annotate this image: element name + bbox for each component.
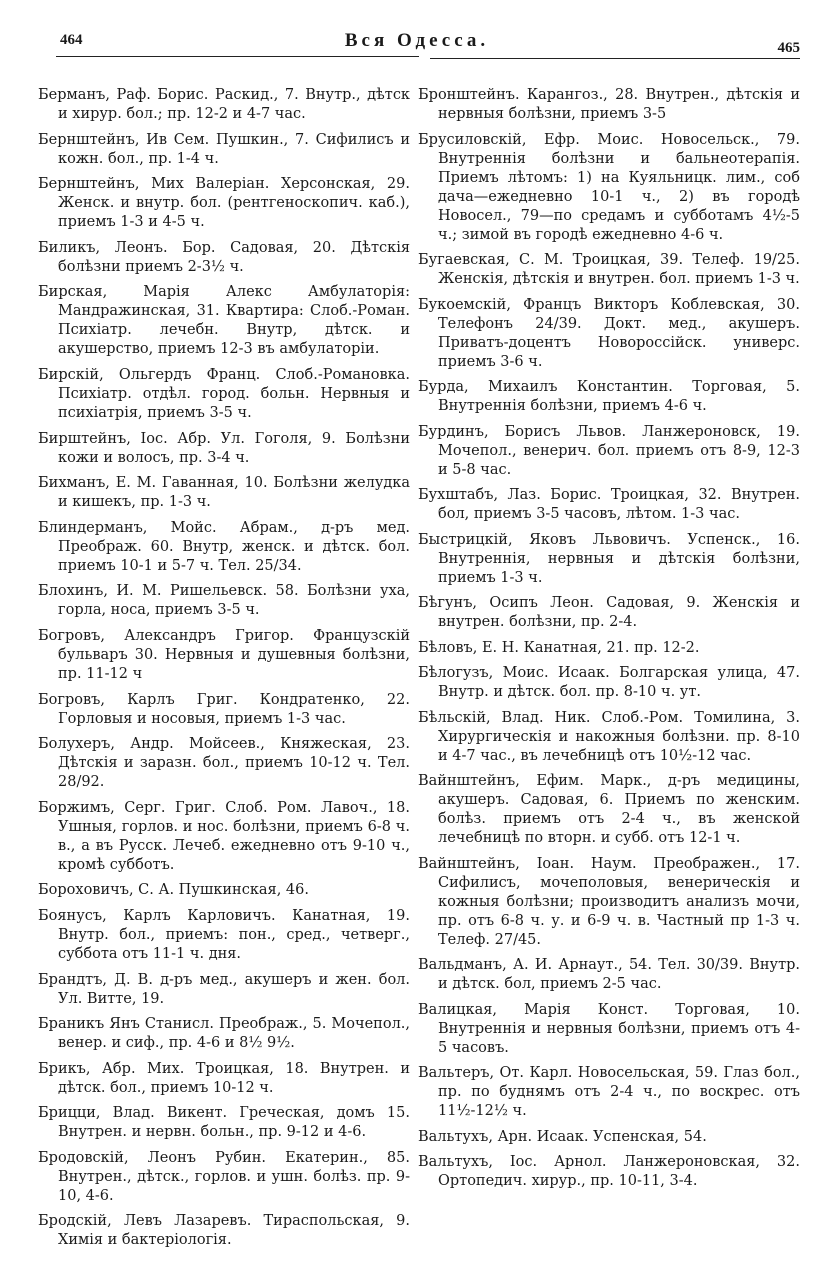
left-page-number: 464 bbox=[60, 32, 83, 48]
right-page-number: 465 bbox=[777, 40, 800, 56]
directory-entry: Брусиловскій, Ефр. Моис. Новосельск., 79. Внутреннія болѣзни и бальнеотерапія. Приемъ лѣтомъ: 1) на Куяльницк. лим., соб дача—ежедневно 10-1 ч., 2) въ городѣ Новосел., 79—по средамъ и субботамъ 4½-5 ч.; зимой въ городѣ ежедневно 4-6 ч. bbox=[418, 131, 800, 243]
directory-entry: Брикъ, Абр. Мих. Троицкая, 18. Внутрен. и дѣтск. бол., приемъ 10-12 ч. bbox=[38, 1060, 410, 1096]
directory-entry: Бернштейнъ, Мих Валеріан. Херсонская, 29. Женск. и внутр. бол. (рентгеноскопич. каб.), приемъ 1-3 и 4-5 ч. bbox=[38, 176, 410, 231]
directory-entry: Вальтухъ, Іос. Арнол. Ланжероновская, 32. Ортопедич. хирур., пр. 10-11, 3-4. bbox=[418, 1154, 800, 1189]
directory-entry: Боянусъ, Карлъ Карловичъ. Канатная, 19. Внутр. бол., приемъ: пон., сред., четверг., суббота отъ 11-1 ч. дня. bbox=[38, 907, 410, 962]
directory-entry: Бухштабъ, Лаз. Борис. Троицкая, 32. Внутрен. бол, приемъ 3-5 часовъ, лѣтом. 1-3 час. bbox=[418, 487, 800, 522]
directory-entry: Болухеръ, Андр. Мойсеев., Княжеская, 23. Дѣтскія и заразн. бол., приемъ 10-12 ч. Тел. 28/92. bbox=[38, 736, 410, 791]
directory-entry: Быстрицкій, Яковъ Львовичъ. Успенск., 16. Внутреннія, нервныя и дѣтскія болѣзни, приемъ 1-3 ч. bbox=[418, 531, 800, 586]
directory-entry: Бѣловъ, Е. Н. Канатная, 21. пр. 12-2. bbox=[418, 639, 700, 656]
directory-entry: Вальдманъ, А. И. Арнаут., 54. Тел. 30/39. Внутр. и дѣтск. бол, приемъ 2-5 час. bbox=[418, 957, 800, 992]
directory-entry: Бѣльскій, Влад. Ник. Слоб.-Ром. Томилина, 3. Хирургическія и накожныя болѣзни. пр. 8-10 и 4-7 час., въ лечебницѣ отъ 10½-12 час. bbox=[418, 709, 800, 764]
directory-entry: Брандтъ, Д. В. д-ръ мед., акушеръ и жен. бол. Ул. Витте, 19. bbox=[38, 971, 410, 1007]
directory-entry: Блиндерманъ, Мойс. Абрам., д-ръ мед. Преображ. 60. Внутр, женск. и дѣтск. бол. приемъ 10-1 и 5-7 ч. Тел. 25/34. bbox=[38, 519, 410, 574]
directory-entry: Валицкая, Марія Конст. Торговая, 10. Внутреннія и нервныя болѣзни, приемъ отъ 4-5 часовъ. bbox=[418, 1001, 800, 1056]
directory-entry: Биликъ, Леонъ. Бор. Садовая, 20. Дѣтскія болѣзни приемъ 2-3½ ч. bbox=[38, 239, 410, 275]
directory-entry: Бурда, Михаилъ Константин. Торговая, 5. Внутреннія болѣзни, приемъ 4-6 ч. bbox=[418, 379, 800, 414]
directory-entry: Бихманъ, Е. М. Гаванная, 10. Болѣзни желудка и кишекъ, пр. 1-3 ч. bbox=[38, 475, 410, 511]
directory-entry: Бродскій, Левъ Лазаревъ. Тираспольская, 9. Химія и бактеріологія. bbox=[38, 1213, 410, 1249]
right-column bbox=[418, 86, 800, 1198]
directory-entry: Вайнштейнъ, Іоан. Наум. Преображен., 17. Сифилисъ, мочеполовыя, венерическія и кожныя болѣзни; производитъ анализъ мочи, пр. отъ 6-8 ч. у. и 6-9 ч. в. Частный пр 1-3 ч. Телеф. 27/45. bbox=[418, 855, 800, 948]
directory-entry: Брицци, Влад. Викент. Греческая, домъ 15. Внутрен. и нервн. больн., пр. 9-12 и 4-6. bbox=[38, 1105, 410, 1141]
running-title: Вся Одесса. bbox=[344, 30, 490, 51]
directory-entry: Бродовскій, Леонъ Рубин. Екатерин., 85. Внутрен., дѣтск., горлов. и ушн. болѣз. пр. 9-10, 4-6. bbox=[38, 1149, 410, 1204]
directory-entry: Бернштейнъ, Ив Сем. Пушкин., 7. Сифилисъ и кожн. бол., пр. 1-4 ч. bbox=[38, 131, 410, 167]
directory-entry: Бирскій, Ольгердъ Франц. Слоб.-Романовка. Психіатр. отдѣл. город. больн. Нервныя и психіатрія, приемъ 3-5 ч. bbox=[38, 366, 410, 421]
directory-entry: Бугаевская, С. М. Троицкая, 39. Телеф. 19/25. Женскія, дѣтскія и внутрен. бол. приемъ 1-3 ч. bbox=[418, 252, 800, 287]
left-column bbox=[38, 86, 410, 1257]
directory-entry: Бронштейнъ. Карангоз., 28. Внутрен., дѣтскія и нервныя болѣзни, приемъ 3-5 bbox=[418, 87, 800, 122]
header-rule-left bbox=[56, 56, 419, 57]
directory-entry: Вальтухъ, Арн. Исаак. Успенская, 54. bbox=[418, 1128, 707, 1145]
page-header bbox=[34, 26, 800, 60]
directory-entry: Бѣлогузъ, Моис. Исаак. Болгарская улица, 47. Внутр. и дѣтск. бол. пр. 8-10 ч. ут. bbox=[418, 665, 800, 700]
directory-entry: Бирштейнъ, Іос. Абр. Ул. Гоголя, 9. Болѣзни кожи и волосъ, пр. 3-4 ч. bbox=[38, 430, 410, 466]
directory-entry: Бурдинъ, Борисъ Львов. Ланжероновск, 19. Мочепол., венерич. бол. приемъ отъ 8-9, 12-3 и 5-8 час. bbox=[418, 423, 800, 478]
directory-entry: Берманъ, Раф. Борис. Раскид., 7. Внутр., дѣтск и хирур. бол.; пр. 12-2 и 4-7 час. bbox=[38, 87, 410, 122]
directory-entry: Блохинъ, И. М. Ришельевск. 58. Болѣзни уха, горла, носа, приемъ 3-5 ч. bbox=[38, 583, 410, 619]
directory-entry: Бороховичъ, С. А. Пушкинская, 46. bbox=[38, 882, 309, 899]
directory-entry: Бирская, Марія Алекс Амбулаторія: Мандражинская, 31. Квартира: Слоб.-Роман. Психіатр. лечебн. Внутр, дѣтск. и акушерство, приемъ 12-3 въ амбулаторіи. bbox=[38, 284, 410, 358]
directory-entry: Браникъ Янъ Станисл. Преображ., 5. Мочепол., венер. и сиф., пр. 4-6 и 8½ 9½. bbox=[38, 1016, 410, 1052]
directory-entry: Богровъ, Александръ Григор. Французскій бульваръ 30. Нервныя и душевныя болѣзни, пр. 11-12 ч bbox=[38, 627, 410, 682]
directory-entry: Вальтеръ, От. Карл. Новосельская, 59. Глаз бол., пр. по буднямъ отъ 2-4 ч., по воскрес. отъ 11½-12½ ч. bbox=[418, 1065, 800, 1119]
directory-entry: Бѣгунъ, Осипъ Леон. Садовая, 9. Женскія и внутрен. болѣзни, пр. 2-4. bbox=[418, 595, 800, 630]
directory-entry: Богровъ, Карлъ Григ. Кондратенко, 22. Горловыя и носовыя, приемъ 1-3 час. bbox=[38, 691, 410, 727]
directory-entry: Букоемскій, Францъ Викторъ Коблевская, 30. Телефонъ 24/39. Докт. мед., акушеръ. Приватъ-доцентъ Новороссійск. универс. приемъ 3-6 ч. bbox=[418, 296, 800, 370]
directory-entry: Вайнштейнъ, Ефим. Марк., д-ръ медицины, акушеръ. Садовая, 6. Приемъ по женским. болѣз. приемъ отъ 2-4 ч., въ женской лечебницѣ по вторн. и субб. отъ 12-1 ч. bbox=[418, 773, 800, 846]
header-rule-right bbox=[430, 58, 800, 59]
directory-entry: Боржимъ, Серг. Григ. Слоб. Ром. Лавоч., 18. Ушныя, горлов. и нос. болѣзни, приемъ 6-8 ч. в., а въ Русск. Лечеб. ежедневно отъ 9-10 ч., кромѣ субботъ. bbox=[38, 799, 410, 873]
